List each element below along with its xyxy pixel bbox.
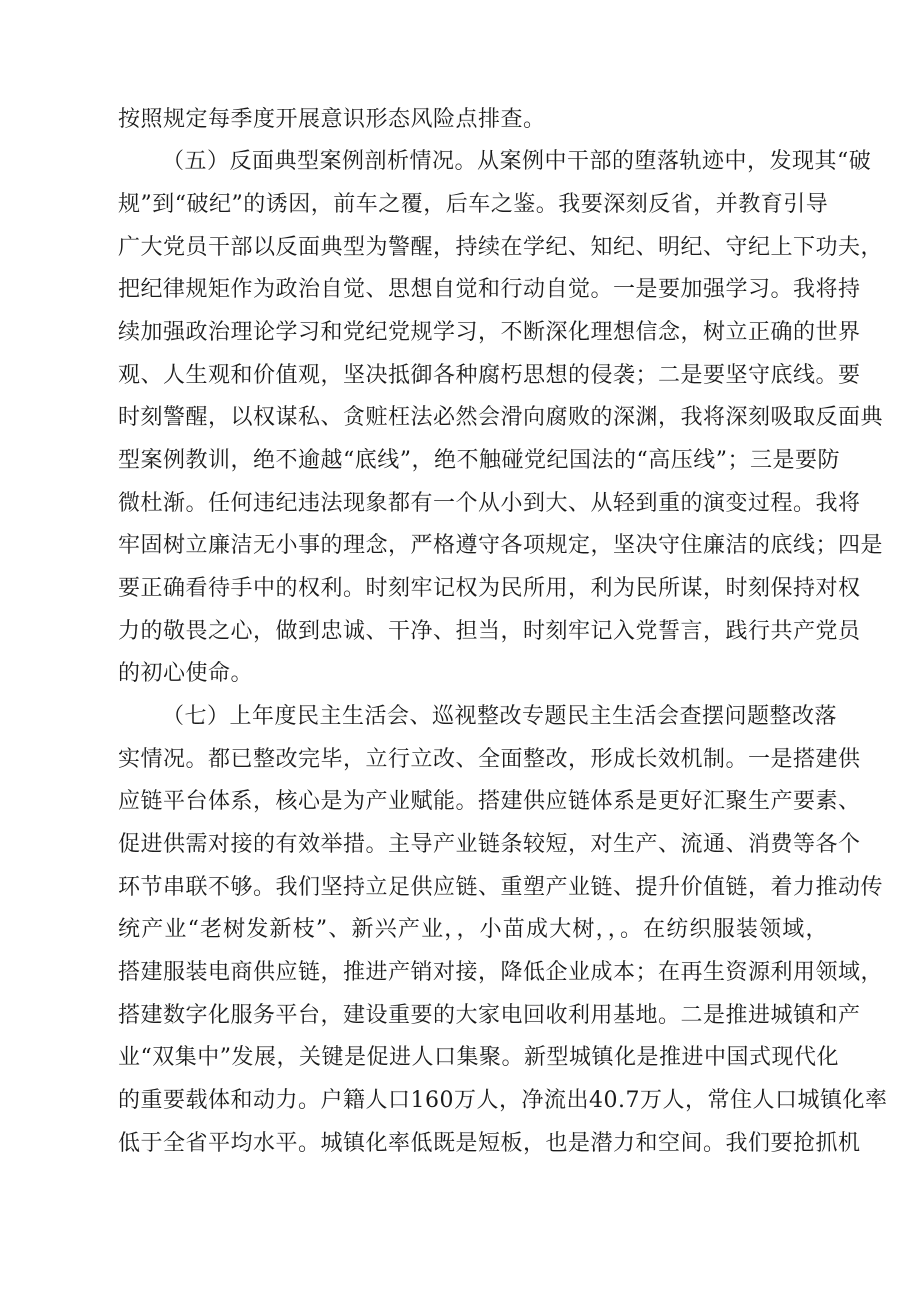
text-line: 低于全省平均水平。城镇化率低既是短板，也是潜力和空间。我们要抢抓机 — [118, 1131, 861, 1156]
text-line: 把纪律规矩作为政治自觉、思想自觉和行动自觉。一是要加强学习。我将持 — [118, 277, 861, 302]
text-line: 广大党员干部以反面典型为警醒，持续在学纪、知纪、明纪、守纪上下功夫， — [118, 235, 884, 260]
text-line: 统产业“老树发新枝”、新兴产业，，小苗成大树，，。在纺织服装领域， — [118, 917, 828, 942]
text-line: 规”到“破纪”的诱因，前车之覆，后车之鉴。我要深刻反省，并教育引导 — [118, 192, 829, 217]
text-line: 观、人生观和价值观，坚决抵御各种腐朽思想的侵袭；二是要坚守底线。要 — [118, 363, 861, 388]
paragraph-7-heading-line: （七）上年度民主生活会、巡视整改专题民主生活会查摆问题整改落 — [162, 704, 838, 729]
text-line: 环节串联不够。我们坚持立足供应链、重塑产业链、提升价值链，着力推动传 — [118, 875, 884, 900]
text-line: 实情况。都已整改完毕，立行立改、全面整改，形成长效机制。一是搭建供 — [118, 747, 861, 772]
text-line: 的重要载体和动力。户籍人口160万人，净流出40.7万人，常住人口城镇化率 — [118, 1088, 888, 1113]
text-line: 搭建服装电商供应链，推进产销对接，降低企业成本；在再生资源利用领域， — [118, 960, 884, 985]
text-line: 业“双集中”发展，关键是促进人口集聚。新型城镇化是推进中国式现代化 — [118, 1045, 839, 1070]
text-line: 应链平台体系，核心是为产业赋能。搭建供应链体系是更好汇聚生产要素、 — [118, 789, 861, 814]
text-line: 微杜渐。任何违纪违法现象都有一个从小到大、从轻到重的演变过程。我将 — [118, 491, 861, 516]
text-line: 促进供需对接的有效举措。主导产业链条较短，对生产、流通、消费等各个 — [118, 832, 861, 857]
text-line: 按照规定每季度开展意识形态风险点排查。 — [118, 107, 546, 132]
text-line: 时刻警醒，以权谋私、贪赃枉法必然会滑向腐败的深渊，我将深刻吸取反面典 — [118, 405, 884, 430]
text-line: 续加强政治理论学习和党纪党规学习，不断深化理想信念，树立正确的世界 — [118, 320, 861, 345]
text-line: 的初心使命。 — [118, 661, 254, 686]
text-line: 力的敬畏之心，做到忠诚、干净、担当，时刻牢记入党誓言，践行共产党员 — [118, 619, 861, 644]
text-line: 型案例教训，绝不逾越“底线”，绝不触碰党纪国法的“高压线”；三是要防 — [118, 448, 840, 473]
text-line: 牢固树立廉洁无小事的理念，严格遵守各项规定，坚决守住廉洁的底线；四是 — [118, 533, 884, 558]
paragraph-5-heading-line: （五）反面典型案例剖析情况。从案例中干部的堕落轨迹中，发现其“破 — [162, 149, 872, 174]
text-line: 要正确看待手中的权利。时刻牢记权为民所用，利为民所谋，时刻保持对权 — [118, 576, 861, 601]
text-line: 搭建数字化服务平台，建设重要的大家电回收利用基地。二是推进城镇和产 — [118, 1003, 861, 1028]
